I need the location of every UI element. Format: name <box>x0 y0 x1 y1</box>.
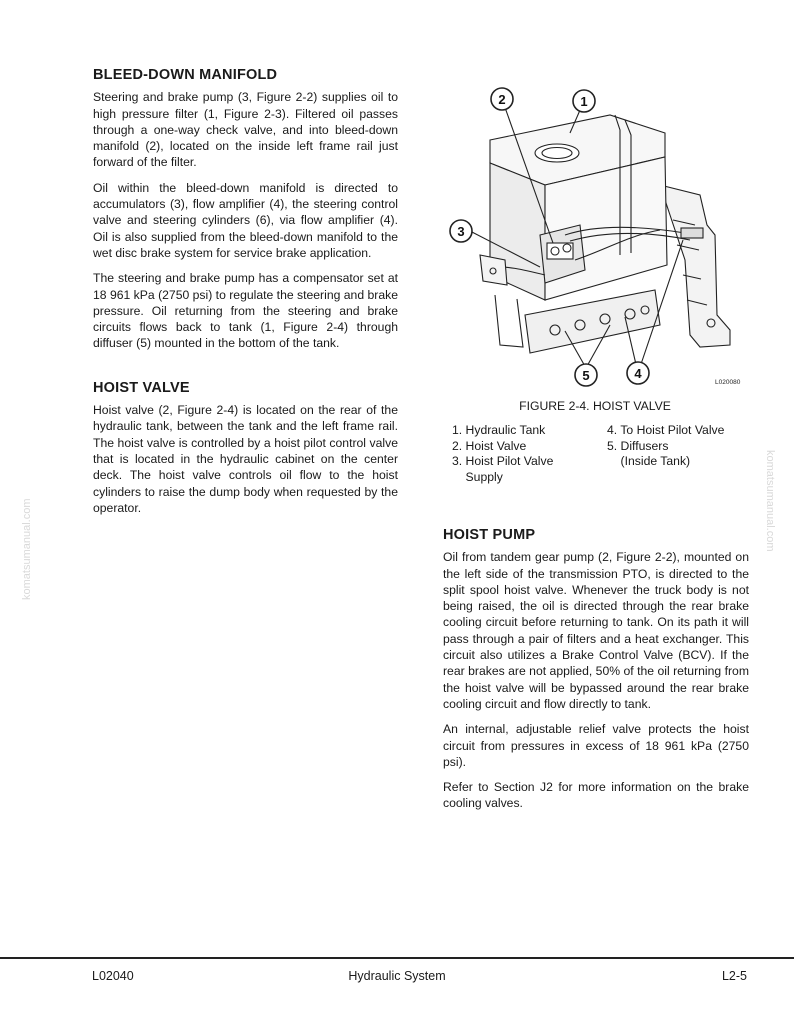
callout-5: 5 <box>582 368 590 383</box>
legend-item: 5. Diffusers <box>607 438 669 453</box>
legend-item: 4. To Hoist Pilot Valve <box>607 423 725 437</box>
hoist-valve-section <box>93 380 398 516</box>
figure-code: L020080 <box>715 379 741 386</box>
callout-4: 4 <box>634 366 642 381</box>
paragraph: Oil within the bleed-down manifold is directed to accumulators (3), flow amplifier (4), the steering control valve and steering cylinders (6), via flow amplifier (4). Oil is also supplied from the bleed-down manifold to the wet disc brake system for service brake application. <box>93 180 398 260</box>
paragraph: Refer to Section J2 for more information on the brake cooling valves. <box>443 780 749 811</box>
figure-caption: FIGURE 2-4. HOIST VALVE <box>519 399 671 413</box>
legend-item: 1. Hydraulic Tank <box>452 423 546 437</box>
section-heading: BLEED-DOWN MANIFOLD <box>93 67 278 83</box>
legend-item: Supply <box>452 469 503 484</box>
section-title: Hydraulic System <box>348 969 446 983</box>
paragraph: Hoist valve (2, Figure 2-4) is located on the rear of the hydraulic tank, between the tank and the left frame rail. The hoist valve is controlled by a hoist pilot control valve that is located in the hydraulic cabinet on the center deck. The hoist valve controls oil flow to the hoist cylinders to raise the dump body when requested by the operator. <box>93 403 398 515</box>
footer-divider <box>0 957 794 959</box>
watermark-left: komatsumanual.com <box>21 498 33 600</box>
watermark-right: komatsumanual.com <box>764 450 776 552</box>
legend-left-column <box>452 423 602 485</box>
callout-1: 1 <box>580 94 588 109</box>
callout-2: 2 <box>498 92 506 107</box>
paragraph: Oil from tandem gear pump (2, Figure 2-2), mounted on the left side of the transmission PTO, is directed to the split spool hoist valve. Whenever the truck body is not being raised, the oil is directed through the rear brake cooling circuit before returning to tank. On its path it will pass through a pair of filters and a heat exchanger. This circuit also utilizes a Brake Control Valve (BCV). If the rear brakes are not applied, 50% of the oil returning from the hoist valve will be bypassed around the rear brake cooling circuit and flow directly to tank. <box>443 550 749 711</box>
hoist-pump-section <box>443 527 749 812</box>
bleed-down-manifold-section <box>93 67 398 352</box>
callout-3: 3 <box>457 224 465 239</box>
legend-right-column <box>607 423 767 470</box>
paragraph: The steering and brake pump has a compensator set at 18 961 kPa (2750 psi) to regulate the steering and brake pressure. Oil returning from the steering and brake circuits flows back to tank (1, Figure 2-4) through diffuser (5) mounted in the bottom of the tank. <box>93 271 398 351</box>
left-column <box>93 67 398 525</box>
page-number: L2-5 <box>721 969 747 983</box>
document-code: L02040 <box>92 969 134 983</box>
legend-item: (Inside Tank) <box>607 454 691 468</box>
right-column <box>443 527 749 821</box>
section-heading: HOIST PUMP <box>443 527 536 543</box>
paragraph: An internal, adjustable relief valve protects the hoist circuit from pressures in excess of 18 961 kPa (2750 psi). <box>443 722 749 769</box>
section-heading: HOIST VALVE <box>93 379 190 396</box>
paragraph: Steering and brake pump (3, Figure 2-2) supplies oil to high pressure filter (1, Figure 2-3). Filtered oil passes through a one-way check valve, and into bleed-down manifold (2), located on the inside left frame rail just forward of the filter. <box>93 90 398 170</box>
hydraulic-tank-illustration <box>445 85 755 395</box>
hoist-valve-figure <box>445 85 755 395</box>
legend-item: 2. Hoist Valve <box>452 438 527 453</box>
legend-item: 3. Hoist Pilot Valve <box>452 454 554 468</box>
